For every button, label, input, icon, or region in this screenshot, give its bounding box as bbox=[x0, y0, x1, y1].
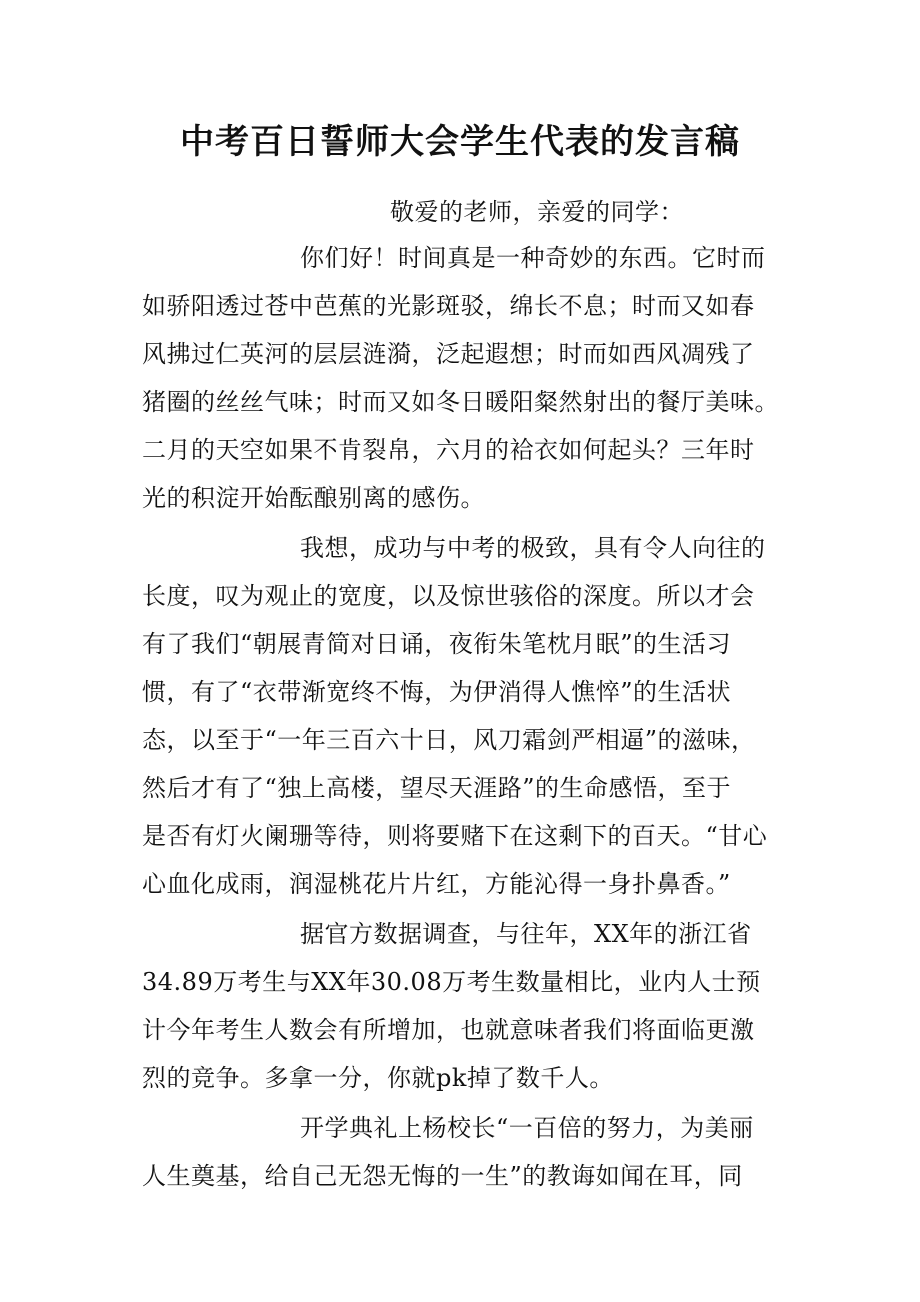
paragraph-line: 开学典礼上杨校长“一百倍的努力，为美丽 bbox=[300, 1114, 754, 1142]
paragraph-line: 猪圈的丝丝气味；时而又如冬日暖阳粲然射出的餐厅美味。 bbox=[142, 388, 779, 416]
salutation: 敬爱的老师，亲爱的同学： bbox=[390, 198, 684, 226]
paragraph-line: 烈的竞争。多拿一分，你就pk掉了数千人。 bbox=[142, 1064, 614, 1092]
paragraph-line: 你们好！时间真是一种奇妙的东西。它时而 bbox=[300, 244, 766, 272]
paragraph-line: 然后才有了“独上高楼，望尽天涯路”的生命感悟，至于 bbox=[142, 774, 732, 802]
paragraph-line: 长度，叹为观止的宽度，以及惊世骇俗的深度。所以才会 bbox=[142, 582, 755, 610]
paragraph-line: 心血化成雨，润湿桃花片片红，方能沁得一身扑鼻香。” bbox=[142, 870, 731, 898]
paragraph-line: 光的积淀开始酝酿别离的感伤。 bbox=[142, 484, 485, 512]
paragraph-line: 二月的天空如果不肯裂帛，六月的袷衣如何起头？三年时 bbox=[142, 436, 755, 464]
paragraph-line: 据官方数据调查，与往年，XX年的浙江省 bbox=[300, 920, 752, 948]
paragraph-line: 惯，有了“衣带渐宽终不悔，为伊消得人憔悴”的生活状 bbox=[142, 678, 732, 706]
paragraph-line: 计今年考生人数会有所增加，也就意味者我们将面临更激 bbox=[142, 1016, 755, 1044]
paragraph-line: 人生奠基，给自己无怨无悔的一生”的教诲如闻在耳，同 bbox=[142, 1162, 743, 1190]
paragraph-line: 是否有灯火阑珊等待，则将要赌下在这剩下的百天。“甘心 bbox=[142, 822, 768, 850]
paragraph-line: 风拂过仁英河的层层涟漪，泛起遐想；时而如西风凋残了 bbox=[142, 340, 755, 368]
paragraph-line: 如骄阳透过苍中芭蕉的光影斑驳，绵长不息；时而又如春 bbox=[142, 292, 755, 320]
paragraph-line: 有了我们“朝展青简对日诵，夜衔朱笔枕月眠”的生活习 bbox=[142, 630, 732, 658]
paragraph-line: 34.89万考生与XX年30.08万考生数量相比，业内人士预 bbox=[142, 968, 761, 996]
paragraph-line: 我想，成功与中考的极致，具有令人向往的 bbox=[300, 534, 766, 562]
document-title: 中考百日誓师大会学生代表的发言稿 bbox=[180, 122, 740, 162]
paragraph-line: 态，以至于“一年三百六十日，风刀霜剑严相逼”的滋味， bbox=[142, 726, 756, 754]
